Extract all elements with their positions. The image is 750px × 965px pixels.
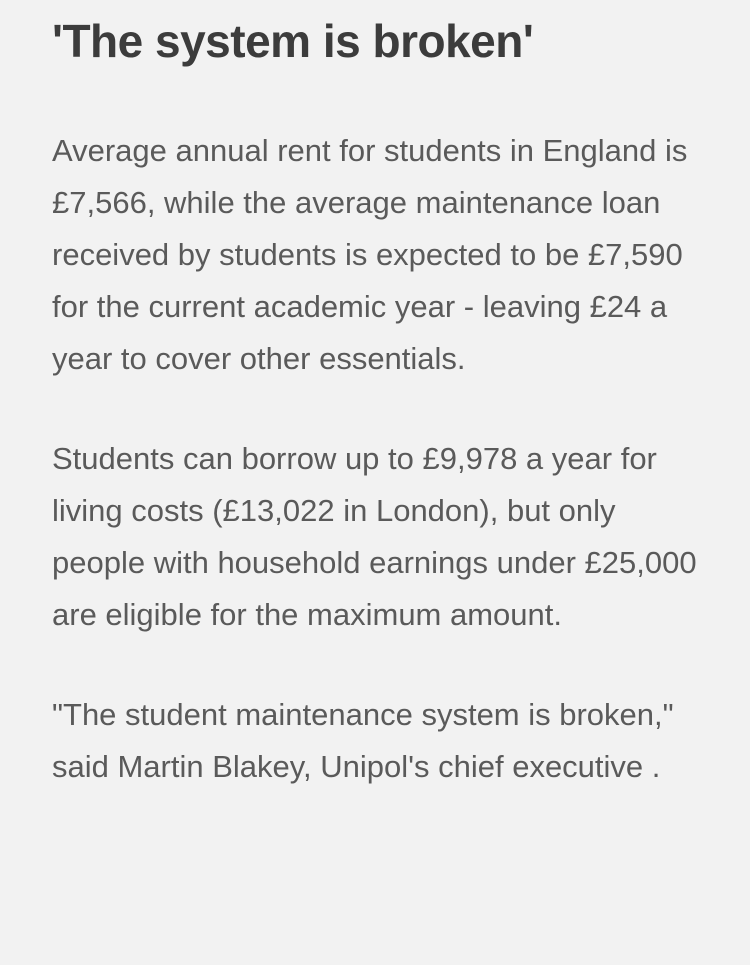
article-paragraph-2: Students can borrow up to £9,978 a year for living costs (£13,022 in London), but only people with household earnings under £25,000 are eligible for the maximum amount. xyxy=(52,440,697,632)
article-paragraph-1: Average annual rent for students in England is £7,566, while the average maintenance loan received by students is expected to be £7,590 for the current academic year - leaving £24 a year to cover other essentials. xyxy=(52,132,688,376)
article-paragraph-3: "The student maintenance system is broken," said Martin Blakey, Unipol's chief executive . xyxy=(52,696,674,784)
article-headline: 'The system is broken' xyxy=(52,15,534,67)
